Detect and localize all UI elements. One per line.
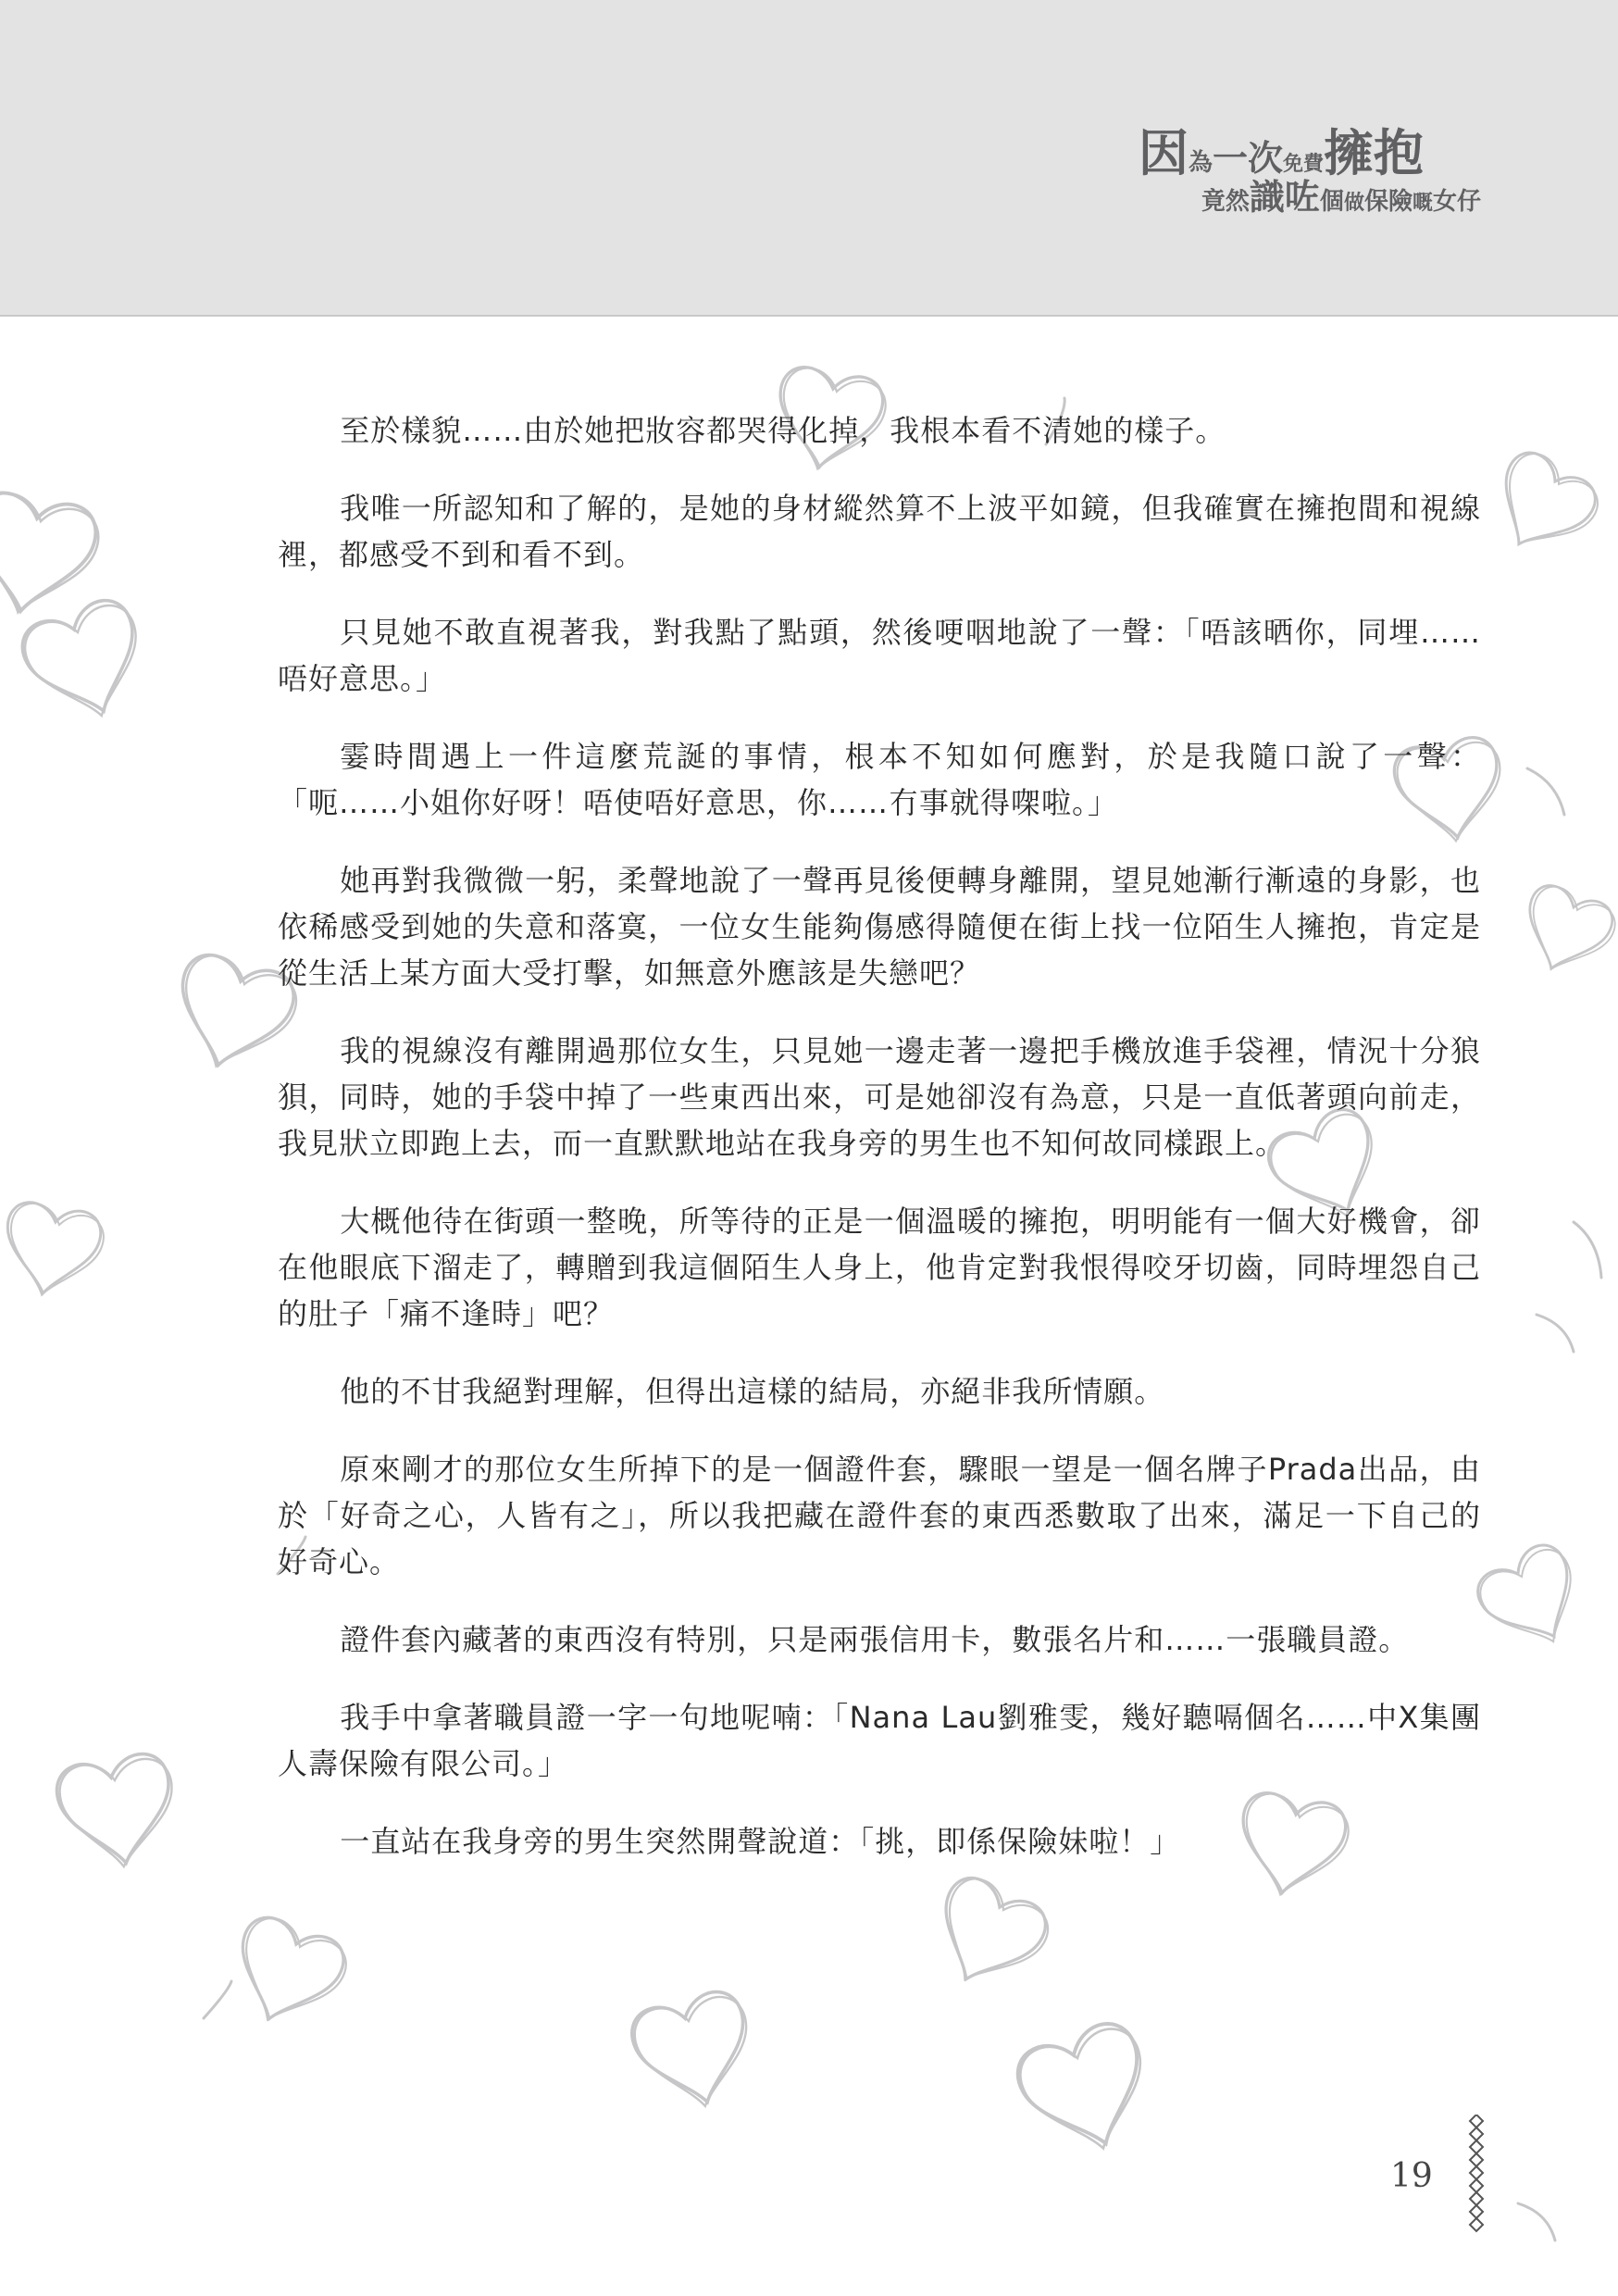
paragraph: 只見她不敢直視著我，對我點了點頭，然後哽咽地說了一聲：「唔該晒你，同埋……唔好意思。」: [278, 615, 1481, 696]
heart-doodle: [1478, 445, 1603, 568]
sketch-stroke: [1574, 1222, 1601, 1278]
heart-doodle: [19, 599, 156, 730]
book-title-line2: [1139, 176, 1481, 218]
body-text: [278, 407, 1481, 1896]
title-part: 一次: [1212, 137, 1283, 179]
heart-doodle: [1014, 2022, 1162, 2165]
title-part: 個: [1319, 188, 1344, 216]
paragraph: 一直站在我身旁的男生突然開聲說道：「挑，即係保險妹啦！」: [340, 1824, 1181, 1859]
title-part: 免費: [1282, 152, 1324, 176]
title-part: 因: [1138, 123, 1189, 182]
title-part: 擁抱: [1324, 123, 1424, 182]
paragraph: 霎時間遇上一件這麼荒誕的事情，根本不知如何應對，於是我隨口說了一聲：「呃……小姐你好呀！唔使唔好意思，你……冇事就得㗎啦。」: [278, 739, 1481, 820]
title-part: 保險: [1363, 188, 1413, 216]
sketch-stroke: [1537, 1315, 1574, 1352]
title-part: 女仔: [1432, 188, 1481, 216]
sketch-stroke: [1527, 768, 1564, 815]
title-part: 做: [1343, 191, 1364, 215]
title-part: 嘅: [1412, 191, 1433, 215]
heart-doodle: [1480, 445, 1606, 570]
heart-doodle: [1512, 880, 1617, 983]
heart-doodle: [1512, 880, 1618, 987]
heart-doodle: [1473, 1542, 1595, 1662]
heart-doodle: [1010, 2016, 1163, 2165]
paragraph: 他的不甘我絕對理解，但得出這樣的結局，亦絕非我所情願。: [340, 1374, 1165, 1409]
page-edge-ornament: [1462, 2115, 1490, 2244]
paragraph: 她再對我微微一躬，柔聲地說了一聲再見後便轉身離開，望見她漸行漸遠的身影，也依稀感受到她的失意和落寞，一位女生能夠傷感得隨便在街上找一位陌生人擁抱，肯定是從生活上某方面大受打擊，如無意外應該是失戀吧？: [278, 863, 1481, 991]
paragraph: 我的視線沒有離開過那位女生，只見她一邊走著一邊把手機放進手袋裡，情況十分狼狽，同時，她的手袋中掉了一些東西出來，可是她卻沒有為意，只是一直低著頭向前走，我見狀立即跑上去，而一直默默地站在我身旁的男生也不知何故同樣跟上。: [278, 1033, 1481, 1161]
title-part: 為: [1188, 149, 1213, 177]
heart-doodle: [220, 1911, 354, 2040]
sketch-stroke: [204, 1981, 231, 2018]
heart-doodle: [15, 593, 156, 730]
paragraph: 大概他待在街頭一整晚，所等待的正是一個溫暖的擁抱，明明能有一個大好機會，卻在他眼底下溜走了，轉贈到我這個陌生人身上，他肯定對我恨得咬牙切齒，同時埋怨自己的肚子「痛不逢時」吧？: [278, 1204, 1481, 1331]
page-number: 19: [1390, 2157, 1433, 2195]
paragraph: 證件套內藏著的東西沒有特別，只是兩張信用卡，數張名片和……一張職員證。: [340, 1622, 1410, 1657]
heart-doodle: [0, 489, 100, 622]
book-title-line1: [1138, 123, 1424, 182]
title-part: 咗: [1284, 176, 1320, 218]
title-part: 識: [1249, 176, 1285, 218]
paragraph: 至於樣貌……由於她把妝容都哭得化掉，我根本看不清她的樣子。: [340, 413, 1226, 448]
title-part: 竟然: [1201, 188, 1250, 216]
paragraph: 我唯一所認知和了解的，是她的身材縱然算不上波平如鏡，但我確實在擁抱間和視線裡，都感受不到和看不到。: [278, 491, 1481, 572]
paragraph: 原來剛才的那位女生所掉下的是一個證件套，驟眼一望是一個名牌子Prada出品，由於「好奇之心，人皆有之」，所以我把藏在證件套的東西悉數取了出來，滿足一下自己的好奇心。: [278, 1452, 1481, 1579]
sketch-stroke: [1518, 2203, 1555, 2240]
heart-doodle: [220, 1911, 350, 2037]
paragraph: 我手中拿著職員證一字一句地呢喃：「Nana Lau劉雅雯，幾好聽嗝個名……中X集團人壽保險有限公司。」: [278, 1700, 1481, 1781]
book-title: [1138, 123, 1481, 218]
